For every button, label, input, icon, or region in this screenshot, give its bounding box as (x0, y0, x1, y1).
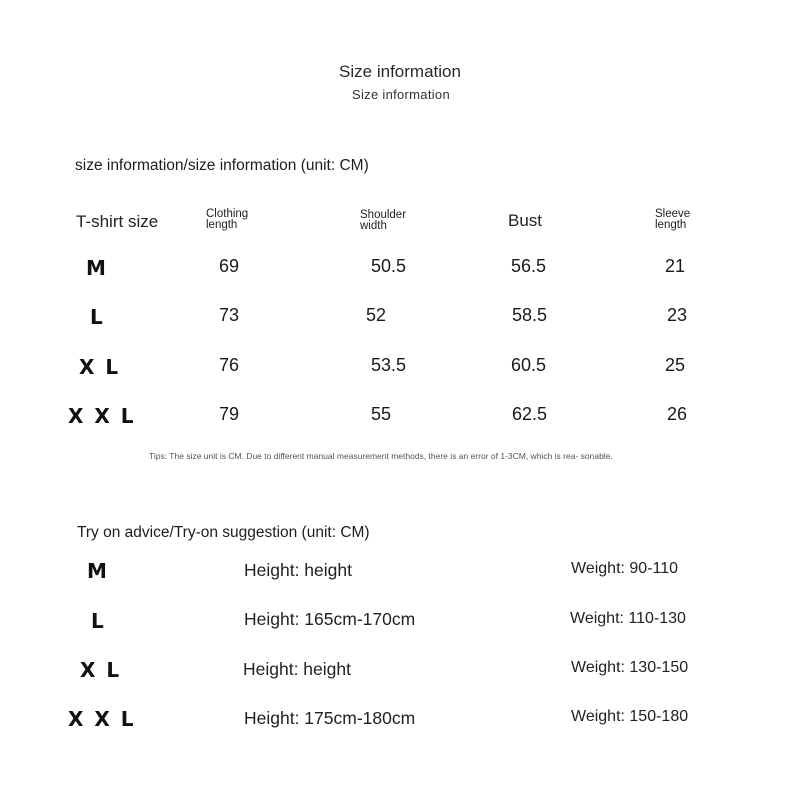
size-table-row-xl-size: X L (79, 355, 121, 379)
col-header-sleeve-length: Sleeve length (655, 208, 691, 231)
size-table-row-l-size: L (90, 305, 105, 329)
size-table-row-m-size: M (86, 256, 108, 280)
advice-row-xxl-height: Height: 175cm-180cm (244, 708, 416, 728)
advice-row-m-size: M (87, 559, 109, 583)
size-table-row-xl-sleeve-length: 25 (665, 355, 686, 375)
col-header-size: T-shirt size (76, 212, 159, 231)
size-table-row-xxl-shoulder-width: 55 (371, 404, 392, 424)
col-header-shoulder-width: Shoulder width (360, 209, 407, 232)
advice-row-l-weight: Weight: 110-130 (570, 610, 686, 627)
advice-row-m-weight: Weight: 90-110 (571, 560, 679, 577)
page-subtitle: Size information (351, 87, 450, 102)
size-table-title: size information/size information (unit: CM) (75, 157, 369, 174)
col-header-clothing-length: Clothing length (206, 208, 249, 231)
size-table-row-xxl-bust: 62.5 (512, 404, 548, 424)
advice-row-xxl-size: X X L (68, 707, 136, 731)
advice-row-l-size: L (91, 609, 106, 633)
advice-row-xl-weight: Weight: 130-150 (571, 659, 689, 676)
size-table-row-l-clothing-length: 73 (219, 305, 240, 325)
size-tips-note: Tips: The size unit is CM. Due to different manual measurement methods, there is an error of 1-3CM, which is rea- sonable. (149, 451, 613, 461)
advice-row-m-height: Height: height (244, 560, 352, 580)
size-table-row-m-clothing-length: 69 (219, 256, 240, 276)
size-table-row-m-shoulder-width: 50.5 (371, 256, 407, 276)
size-table-row-xxl-sleeve-length: 26 (667, 404, 688, 424)
col-header-bust: Bust (508, 211, 543, 230)
page-title: Size information (339, 62, 461, 81)
size-table-row-l-sleeve-length: 23 (667, 305, 688, 325)
advice-title: Try on advice/Try-on suggestion (unit: CM) (77, 524, 370, 541)
advice-row-xl-size: X L (80, 658, 122, 682)
size-table-row-xl-clothing-length: 76 (219, 355, 240, 375)
size-table-row-l-bust: 58.5 (512, 305, 548, 325)
size-table-row-l-shoulder-width: 52 (366, 305, 387, 325)
advice-row-xl-height: Height: height (243, 659, 351, 679)
size-table-row-xl-bust: 60.5 (511, 355, 547, 375)
size-table-row-m-sleeve-length: 21 (665, 256, 686, 276)
size-table-row-xxl-clothing-length: 79 (219, 404, 240, 424)
advice-row-l-height: Height: 165cm-170cm (244, 609, 416, 629)
size-table-row-m-bust: 56.5 (511, 256, 547, 276)
size-table-row-xl-shoulder-width: 53.5 (371, 355, 407, 375)
size-table-row-xxl-size: X X L (68, 404, 136, 428)
advice-row-xxl-weight: Weight: 150-180 (571, 708, 689, 725)
